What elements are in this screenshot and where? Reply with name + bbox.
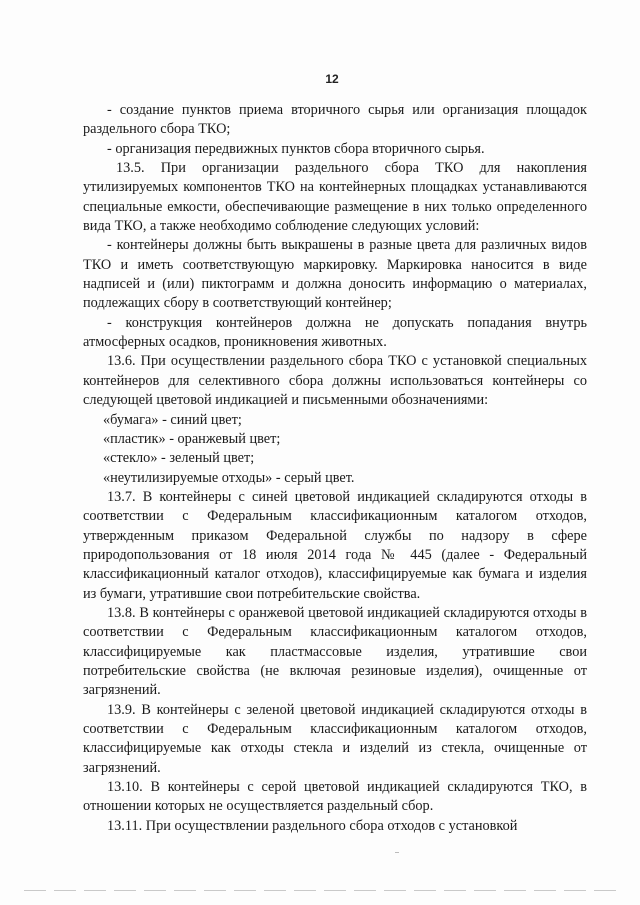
list-item-glass: «стекло» - зеленый цвет; xyxy=(103,450,255,467)
paragraph-13-5: 13.5. При организации раздельного сбора ТКО для накопления утилизируемых компонентов ТКО на контейнерных площадках устанавливаются специальные емкости, обеспечивающие размещение в них только определенного вида ТКО, а также необходимо соблюдение следующих условий: xyxy=(83,160,587,235)
paragraph-13-11: 13.11. При осуществлении раздельного сбора отходов с установкой xyxy=(107,817,518,834)
paragraph-bullet-collection-points: - создание пунктов приема вторичного сырья или организация площадок раздельного сбора ТКО; xyxy=(83,102,587,138)
list-item-non-recyclable: «неутилизируемые отходы» - серый цвет. xyxy=(103,469,355,486)
paragraph-13-8: 13.8. В контейнеры с оранжевой цветовой индикацией складируются отходы в соответствии с Федеральным классификационным каталогом отходов, классифицируемые как пластмассовые изделия, утратившие свои потребительские свойства (не включая резиновые изделия), очищенные от загрязнений. xyxy=(83,604,587,699)
paragraph-bullet-container-colors: - контейнеры должны быть выкрашены в разные цвета для различных видов ТКО и иметь соответствующую маркировку. Маркировка наносится в виде надписей и (или) пиктограмм и должна доносить информацию о материалах, подлежащих сбору в соответствующий контейнер; xyxy=(83,237,587,312)
paragraph-13-6: 13.6. При осуществлении раздельного сбора ТКО с установкой специальных контейнеров для селективного сбора должны использоваться контейнеры со следующей цветовой индикацией и письменными обозначениями: xyxy=(83,353,587,409)
bottom-edge-rule xyxy=(24,890,616,891)
page-number: 12 xyxy=(325,72,339,86)
document-body xyxy=(83,101,587,836)
paragraph-bullet-mobile-points: - организация передвижных пунктов сбора вторичного сырья. xyxy=(107,140,485,157)
scan-artifact xyxy=(395,852,399,853)
paragraph-bullet-container-design: - конструкция контейнеров должна не допускать попадания внутрь атмосферных осадков, проникновения животных. xyxy=(83,314,587,351)
paragraph-13-9: 13.9. В контейнеры с зеленой цветовой индикацией складируются отходы в соответствии с Федеральным классификационным каталогом отходов, классифицируемые как отходы стекла и изделий из стекла, очищенные от загрязнений. xyxy=(83,701,587,776)
list-item-paper: «бумага» - синий цвет; xyxy=(103,411,242,428)
list-item-plastic: «пластик» - оранжевый цвет; xyxy=(103,430,281,447)
paragraph-13-10: 13.10. В контейнеры с серой цветовой индикацией складируются ТКО, в отношении которых не осуществляется раздельный сбор. xyxy=(83,779,587,815)
paragraph-13-7: 13.7. В контейнеры с синей цветовой индикацией складируются отходы в соответствии с Федеральным классификационным каталогом отходов, утвержденным приказом Федеральной службы по надзору в сфере природопользования от 18 июля 2014 года № 445 (далее - Федеральный классификационный каталог отходов), классифицируемые как бумага и изделия из бумаги, утратившие свои потребительские свойства. xyxy=(83,488,587,602)
